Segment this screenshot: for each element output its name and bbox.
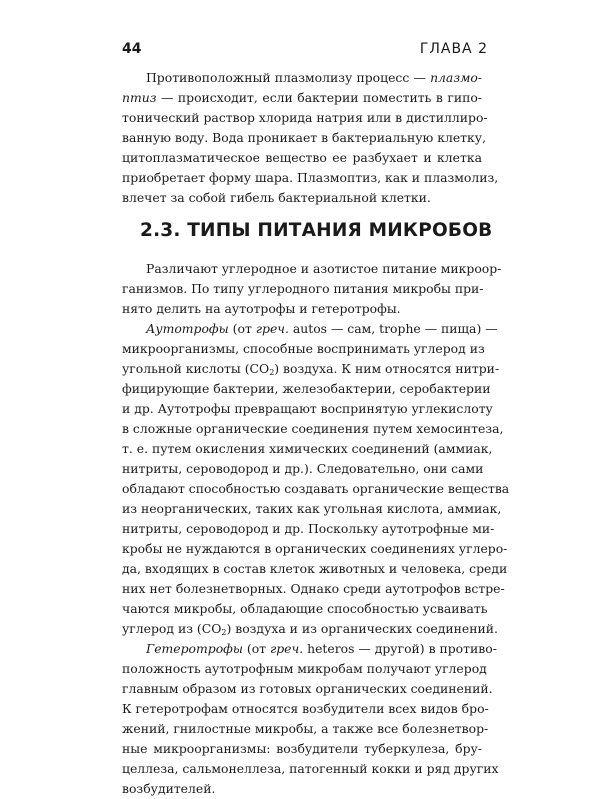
text-line: обладают способностью создавать органические вещества <box>122 481 510 496</box>
text-line: цитоплазматическое вещество ее разбухает и клетка <box>122 150 482 165</box>
text-line: ные микроорганизмы: возбудители туберкулеза, бру- <box>122 741 482 756</box>
text-line: целлеза, сальмонеллеза, патогенный кокки и ряд других <box>122 761 499 776</box>
section-title: 2.3. ТИПЫ ПИТАНИЯ МИКРОБОВ <box>140 220 493 241</box>
body-text <box>122 259 510 799</box>
text-line: влечет за собой гибель бактериальной клетки. <box>122 190 431 205</box>
text-line: нитриты, сероводород и др.). Следовательно, они сами <box>122 461 484 476</box>
text-line: в сложные органические соединения путем хемосинтеза, <box>122 421 504 436</box>
text-line: ванную воду. Вода проникает в бактериальную клетку, <box>122 130 487 145</box>
text-line: К гетеротрофам относятся возбудители всех видов бро- <box>122 701 489 716</box>
page-header <box>122 41 488 57</box>
text-line: чаются микробы, обладающие способностью усваивать <box>122 601 488 616</box>
chapter-title: ГЛАВА 2 <box>419 41 488 57</box>
text-line: Противоположный плазмолизу процесс — плазмо- <box>146 70 482 85</box>
text-line: фицирующие бактерии, железобактерии, серобактерии <box>122 381 491 396</box>
text-line: угольной кислоты $(CO_2)$ воздуха. К ним относятся нитри- <box>122 361 500 377</box>
text-line: кробы не нуждаются в органических соединениях углеро- <box>122 541 508 556</box>
page-number: 44 <box>122 41 142 57</box>
intro-paragraph <box>122 68 499 208</box>
text-line: тонический раствор хлорида натрия или в дистиллиро- <box>122 110 488 125</box>
text-line: Аутотрофы (от греч. autos — сам, trophe — пища) — <box>146 321 498 336</box>
text-line: из неорганических, таких как угольная кислота, аммиак, <box>122 501 502 516</box>
text-line: приобретает форму шара. Плазмоптиз, как и плазмолиз, <box>122 170 499 185</box>
text-line: да, входящих в состав клеток животных и человека, среди <box>122 561 508 576</box>
text-line: ганизмов. По типу углеродного питания микробы при- <box>122 281 484 296</box>
text-line: нитриты, сероводород и др. Поскольку аутотрофные ми- <box>122 521 495 536</box>
text-line: нято делить на аутотрофы и гетеротрофы. <box>122 301 401 316</box>
text-line: микроорганизмы, способные воспринимать углерод из <box>122 341 485 356</box>
text-line: т. е. путем окисления химических соединений (аммиак, <box>122 441 493 456</box>
text-line: главным образом из готовых органических соединений. <box>122 681 493 696</box>
text-line: и др. Аутотрофы превращают воспринятую углекислоту <box>122 401 493 416</box>
text-line: положность аутотрофным микробам получают углерод <box>122 661 487 676</box>
text-line: углерод из $(CO_2)$ воздуха и из органических соединений. <box>122 621 498 637</box>
text-line: птиз — происходит, если бактерии поместить в гипо- <box>122 90 482 105</box>
text-line: Различают углеродное и азотистое питание микроор- <box>146 261 502 276</box>
text-line: возбудителей. <box>122 781 216 796</box>
text-line: жений, гнилостные микробы, а также все болезнетвор- <box>122 721 489 736</box>
text-line: них нет болезнетворных. Однако среди аутотрофов встре- <box>122 581 505 596</box>
text-line: Гетеротрофы (от греч. heteros — другой) в противо- <box>146 641 497 656</box>
